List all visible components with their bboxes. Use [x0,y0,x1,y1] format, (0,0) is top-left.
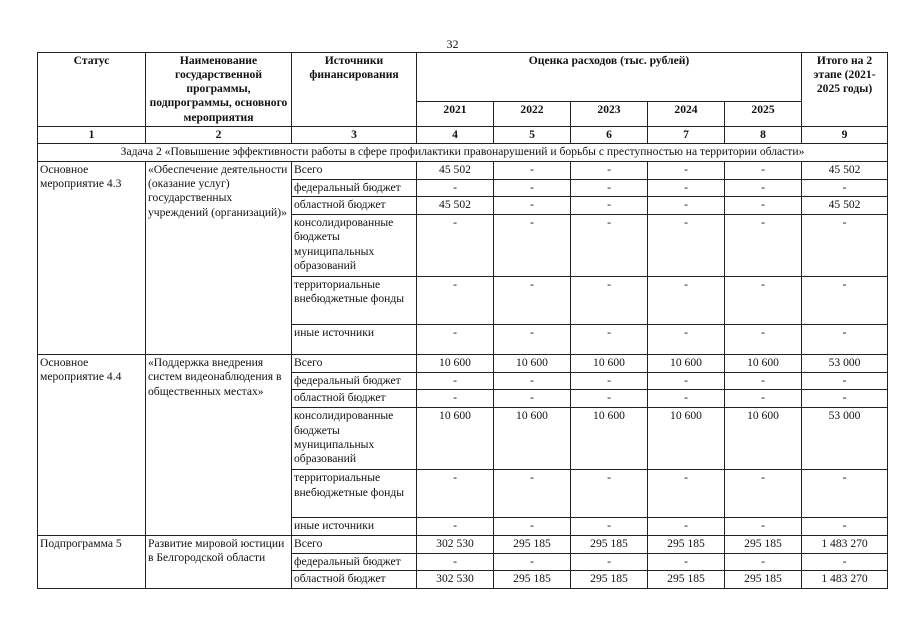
funding-source-cell: федеральный бюджет [292,180,417,197]
expense-value-cell: - [417,390,494,408]
expense-value-cell: - [417,180,494,197]
expense-value-cell: - [725,277,802,325]
expense-value-cell: - [571,325,648,355]
budget-table [37,52,888,589]
total-value-cell: - [802,277,888,325]
header-year: 2025 [725,102,802,127]
expense-value-cell: 295 185 [494,535,571,553]
funding-source-cell: консолидированные бюджеты муниципальных образований [292,215,417,277]
total-value-cell: - [802,373,888,390]
expense-value-cell: 10 600 [571,355,648,373]
funding-source-cell: территориальные внебюджетные фонды [292,470,417,518]
expense-value-cell: - [571,180,648,197]
expense-value-cell: - [648,197,725,215]
header-source: Источники финансирования [292,53,417,127]
funding-source-cell: иные источники [292,325,417,355]
table-row [38,355,888,373]
total-value-cell: - [802,180,888,197]
status-cell: Подпрограмма 5 [38,535,146,588]
expense-value-cell: - [494,470,571,518]
funding-source-cell: территориальные внебюджетные фонды [292,277,417,325]
expense-value-cell: - [725,162,802,180]
expense-value-cell: 295 185 [725,535,802,553]
expense-value-cell: - [571,162,648,180]
expense-value-cell: - [725,518,802,535]
page-number: 32 [446,37,459,51]
expense-value-cell: 295 185 [494,570,571,588]
expense-value-cell: - [648,162,725,180]
header-estimate: Оценка расходов (тыс. рублей) [417,53,802,102]
program-name-cell: «Обеспечение деятельности (оказание услуг) государственных учреждений (организаций)» [146,162,292,355]
total-value-cell: 53 000 [802,355,888,373]
program-name-cell: Развитие мировой юстиции в Белгородской области [146,535,292,588]
total-value-cell: - [802,553,888,570]
expense-value-cell: - [494,162,571,180]
column-number: 4 [417,127,494,144]
expense-value-cell: 295 185 [648,535,725,553]
expense-value-cell: - [494,180,571,197]
table-body [38,127,888,589]
expense-value-cell: - [725,215,802,277]
expense-value-cell: - [725,325,802,355]
header-year: 2022 [494,102,571,127]
program-name-cell: «Поддержка внедрения систем видеонаблюдения в общественных местах» [146,355,292,535]
expense-value-cell: - [494,390,571,408]
funding-source-cell: консолидированные бюджеты муниципальных образований [292,408,417,470]
expense-value-cell: 10 600 [417,408,494,470]
expense-value-cell: - [571,373,648,390]
header-year: 2024 [648,102,725,127]
expense-value-cell: - [725,373,802,390]
expense-value-cell: - [417,373,494,390]
expense-value-cell: - [648,518,725,535]
funding-source-cell: областной бюджет [292,570,417,588]
expense-value-cell: - [417,215,494,277]
header-year: 2023 [571,102,648,127]
expense-value-cell: - [725,197,802,215]
expense-value-cell: 10 600 [571,408,648,470]
expense-value-cell: 302 530 [417,570,494,588]
expense-value-cell: 45 502 [417,162,494,180]
expense-value-cell: - [494,277,571,325]
expense-value-cell: - [725,553,802,570]
expense-value-cell: - [417,277,494,325]
total-value-cell: 45 502 [802,197,888,215]
expense-value-cell: - [494,325,571,355]
expense-value-cell: - [494,553,571,570]
task-row [38,144,888,162]
funding-source-cell: областной бюджет [292,390,417,408]
funding-source-cell: федеральный бюджет [292,373,417,390]
header-program: Наименование государственной программы, подпрограммы, основного мероприятия [146,53,292,127]
expense-value-cell: - [648,553,725,570]
expense-value-cell: 295 185 [725,570,802,588]
column-number: 9 [802,127,888,144]
header-status: Статус [38,53,146,127]
expense-value-cell: - [725,390,802,408]
column-number: 3 [292,127,417,144]
total-value-cell: - [802,390,888,408]
total-value-cell: - [802,518,888,535]
column-number: 5 [494,127,571,144]
task-title: Задача 2 «Повышение эффективности работы в сфере профилактики правонарушений и борьбы с преступностью на территории области» [38,144,888,162]
funding-source-cell: Всего [292,355,417,373]
table-row [38,162,888,180]
column-number: 1 [38,127,146,144]
column-number: 7 [648,127,725,144]
expense-value-cell: 10 600 [417,355,494,373]
expense-value-cell: 10 600 [494,355,571,373]
total-value-cell: - [802,215,888,277]
expense-value-cell: - [494,518,571,535]
expense-value-cell: - [648,325,725,355]
total-value-cell: 1 483 270 [802,570,888,588]
funding-source-cell: Всего [292,535,417,553]
expense-value-cell: - [648,180,725,197]
table-row [38,535,888,553]
expense-value-cell: - [494,215,571,277]
funding-source-cell: федеральный бюджет [292,553,417,570]
expense-value-cell: 295 185 [571,570,648,588]
expense-value-cell: - [571,553,648,570]
expense-value-cell: 10 600 [494,408,571,470]
column-number: 2 [146,127,292,144]
total-value-cell: 45 502 [802,162,888,180]
total-value-cell: - [802,470,888,518]
expense-value-cell: 302 530 [417,535,494,553]
expense-value-cell: - [725,470,802,518]
expense-value-cell: 295 185 [571,535,648,553]
expense-value-cell: 10 600 [648,408,725,470]
header-total: Итого на 2 этапе (2021-2025 годы) [802,53,888,127]
expense-value-cell: - [417,518,494,535]
expense-value-cell: - [571,197,648,215]
total-value-cell: 1 483 270 [802,535,888,553]
expense-value-cell: 10 600 [725,355,802,373]
expense-value-cell: 45 502 [417,197,494,215]
expense-value-cell: - [648,277,725,325]
expense-value-cell: - [648,470,725,518]
table-header [38,53,888,127]
column-number: 6 [571,127,648,144]
funding-source-cell: Всего [292,162,417,180]
total-value-cell: 53 000 [802,408,888,470]
expense-value-cell: 295 185 [648,570,725,588]
expense-value-cell: - [571,518,648,535]
expense-value-cell: - [494,373,571,390]
expense-value-cell: - [725,180,802,197]
funding-source-cell: иные источники [292,518,417,535]
expense-value-cell: - [648,390,725,408]
status-cell: Основное мероприятие 4.3 [38,162,146,355]
column-number: 8 [725,127,802,144]
expense-value-cell: 10 600 [648,355,725,373]
expense-value-cell: - [571,390,648,408]
status-cell: Основное мероприятие 4.4 [38,355,146,535]
expense-value-cell: - [494,197,571,215]
expense-value-cell: - [648,373,725,390]
header-year: 2021 [417,102,494,127]
funding-source-cell: областной бюджет [292,197,417,215]
column-number-row [38,127,888,144]
expense-value-cell: 10 600 [725,408,802,470]
expense-value-cell: - [417,553,494,570]
expense-value-cell: - [648,215,725,277]
total-value-cell: - [802,325,888,355]
expense-value-cell: - [417,470,494,518]
expense-value-cell: - [571,215,648,277]
expense-value-cell: - [417,325,494,355]
expense-value-cell: - [571,277,648,325]
expense-value-cell: - [571,470,648,518]
